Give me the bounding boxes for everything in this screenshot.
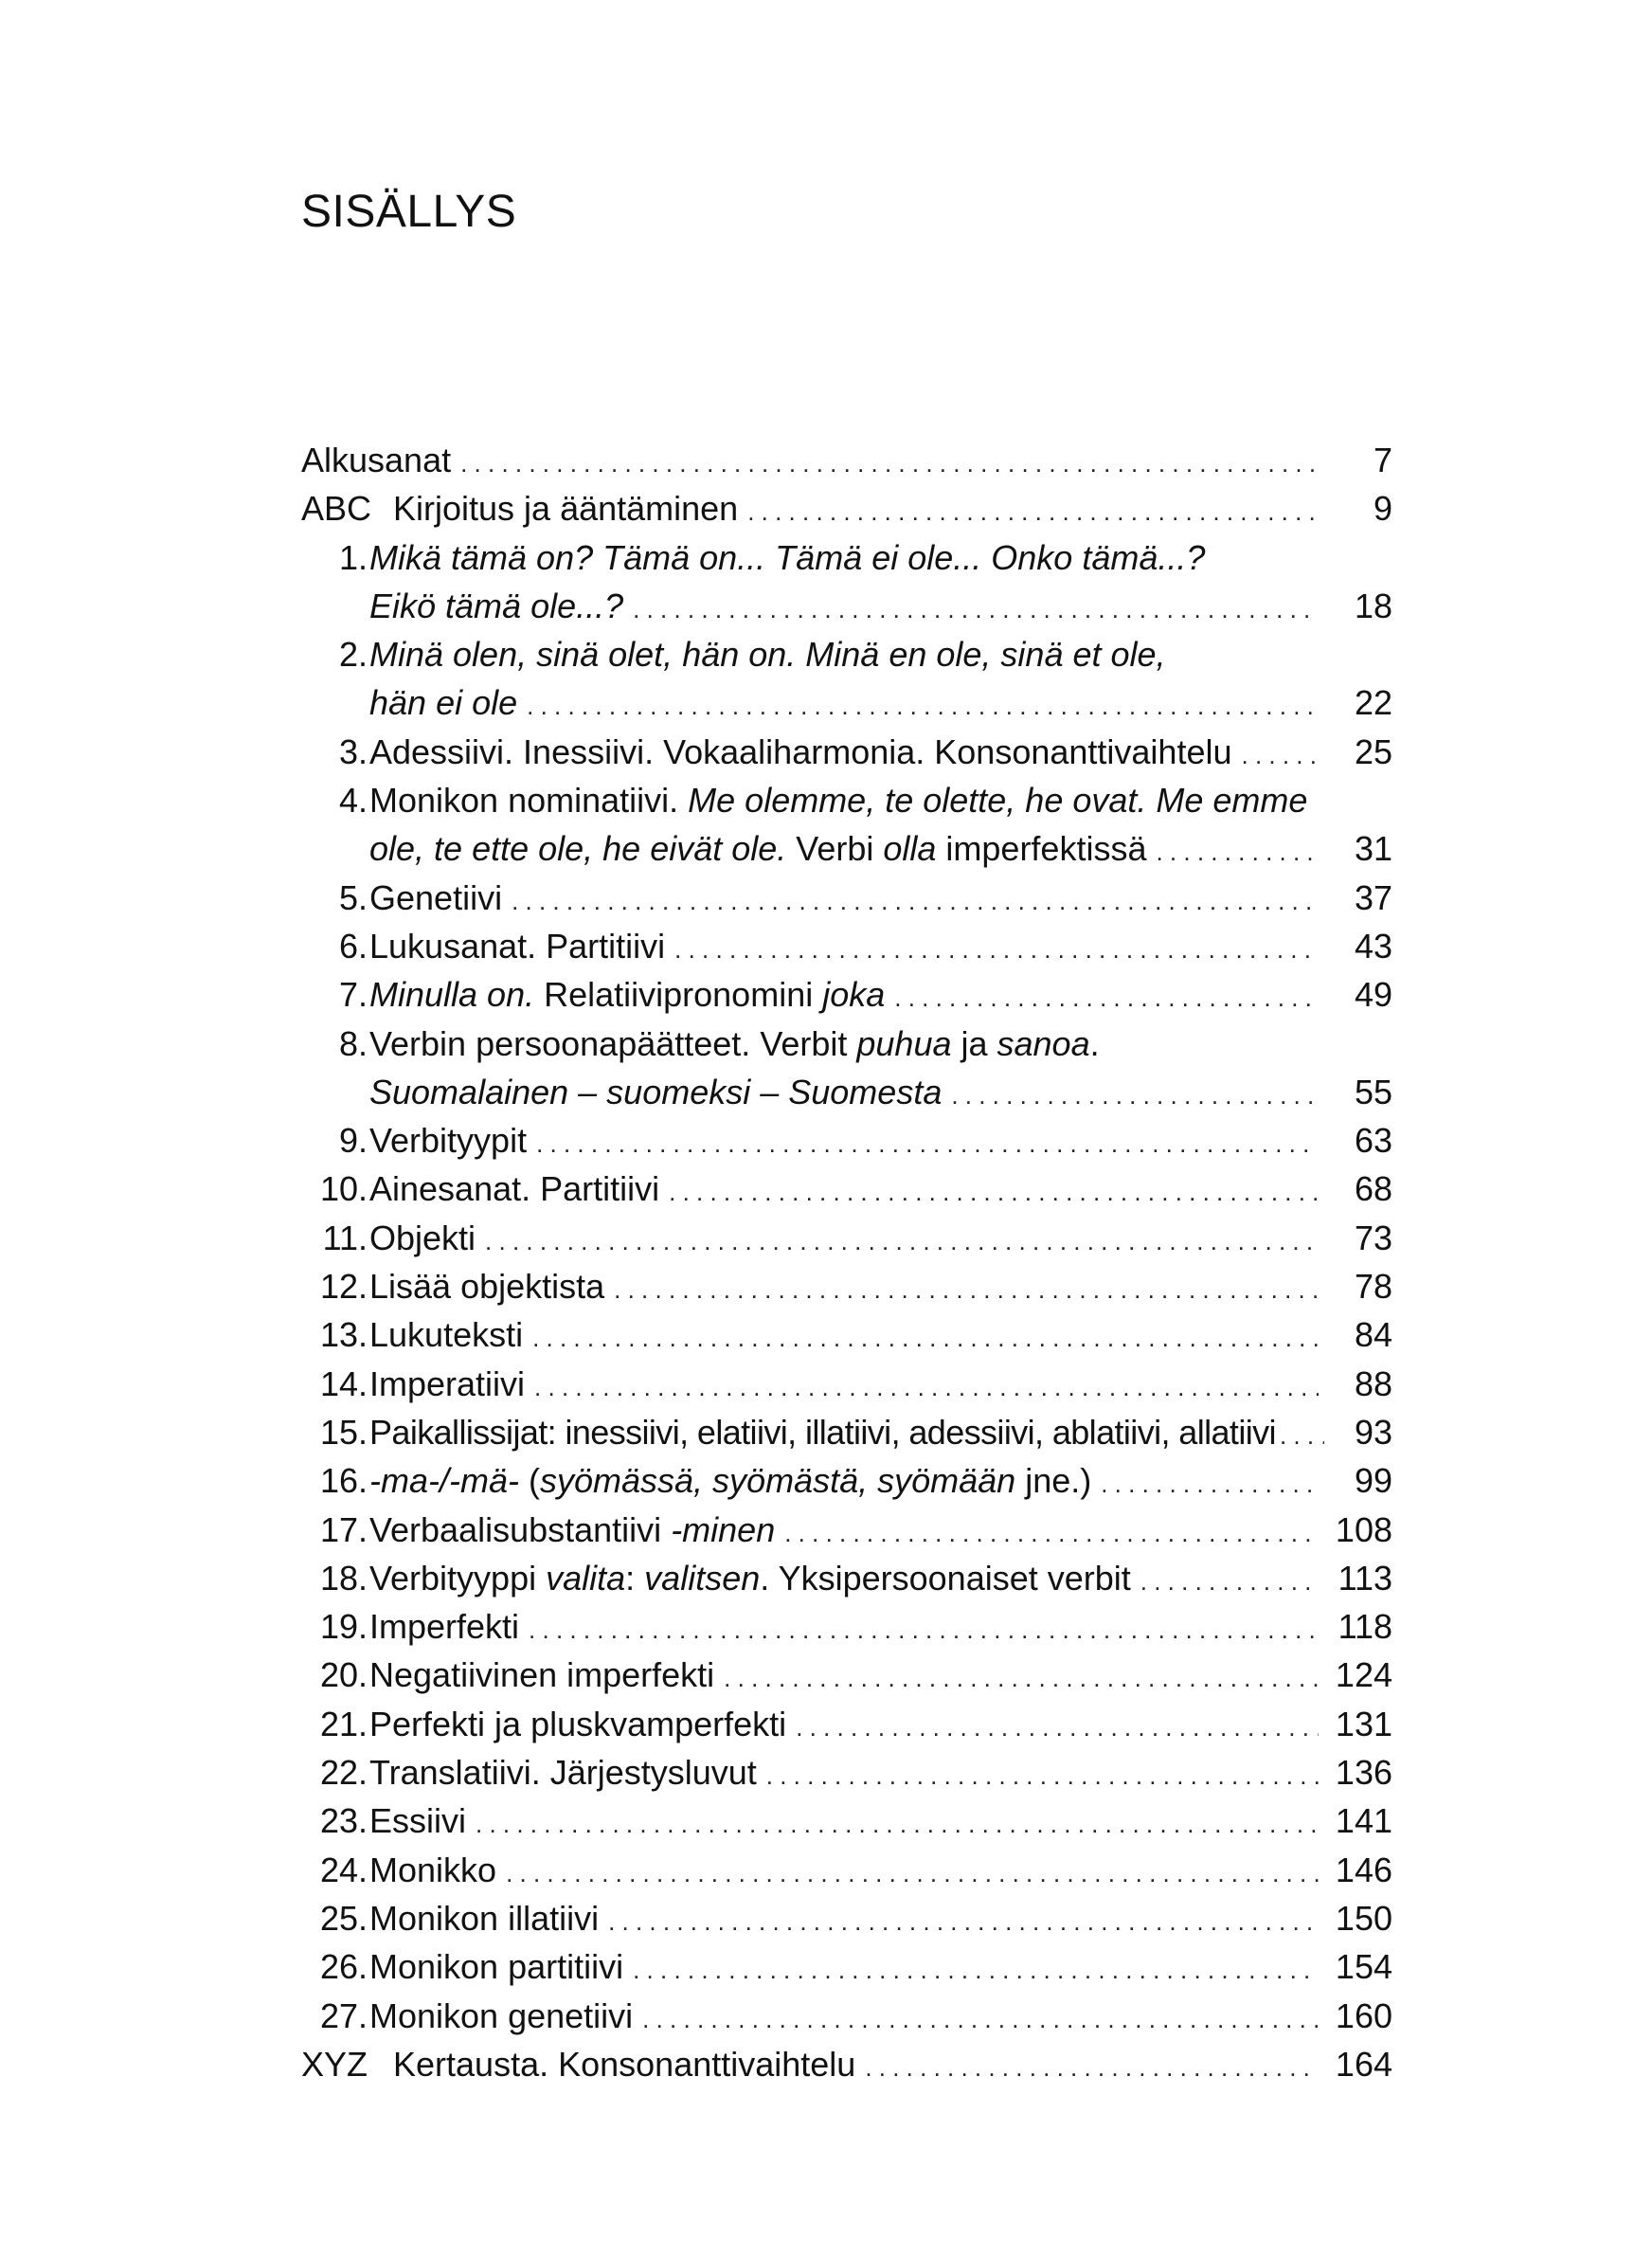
toc-page-number: 141 (1335, 1801, 1392, 1841)
dot-leader (796, 1704, 1319, 1752)
toc-entry-xyz (301, 2040, 1392, 2088)
toc-entry-12 (301, 1262, 1392, 1310)
toc-entry-8-continued (301, 1068, 1392, 1116)
toc-label: Kirjoitus ja ääntäminen (393, 489, 739, 529)
toc-label: Negatiivinen imperfekti (369, 1655, 715, 1695)
table-of-contents (301, 436, 1392, 2088)
toc-page-number: 154 (1335, 1947, 1392, 1987)
toc-chapter-number: 12. (319, 1267, 368, 1307)
toc-page-number: 136 (1335, 1753, 1392, 1793)
toc-page-number: 113 (1338, 1558, 1392, 1598)
dot-leader (951, 1072, 1319, 1120)
toc-label: Alkusanat (301, 441, 452, 479)
toc-page-number: 164 (1335, 2044, 1392, 2084)
toc-chapter-number: 1. (338, 537, 368, 577)
dot-leader (460, 440, 1319, 488)
toc-page-number: 73 (1354, 1218, 1392, 1257)
toc-page-number: 88 (1354, 1363, 1392, 1403)
toc-label: hän ei ole (369, 683, 518, 723)
dot-leader (1156, 828, 1319, 876)
toc-entry-8 (301, 1020, 1392, 1068)
toc-page-number: 93 (1354, 1412, 1392, 1452)
toc-page-number: 131 (1335, 1704, 1392, 1743)
toc-entry-25 (301, 1894, 1392, 1942)
toc-label: Essiivi (369, 1801, 467, 1841)
toc-chapter-number: 22. (319, 1753, 368, 1793)
toc-label: Lukuteksti (369, 1315, 524, 1355)
toc-entry-1-continued (301, 582, 1392, 630)
toc-label: -ma-/-mä- (syömässä, syömästä, syömään jne.) (369, 1461, 1092, 1501)
toc-label: Genetiivi (369, 877, 503, 917)
toc-page-number: 124 (1335, 1655, 1392, 1695)
toc-entry-3 (301, 728, 1392, 776)
toc-entry-14 (301, 1360, 1392, 1408)
toc-chapter-number: 7. (338, 975, 368, 1015)
dot-leader (865, 2044, 1319, 2092)
toc-section-code: ABC (301, 489, 372, 529)
dot-leader (669, 1168, 1319, 1217)
dot-leader (894, 974, 1319, 1022)
dot-leader (747, 488, 1319, 536)
dot-leader (784, 1509, 1319, 1558)
toc-label: Paikallissijat: inessiivi, elatiivi, illatiivi, adessiivi, ablatiivi, allatiivi (369, 1412, 1276, 1452)
toc-label: Monikon illatiivi (369, 1898, 600, 1938)
toc-page-number: 7 (1373, 441, 1392, 479)
dot-leader (512, 877, 1319, 926)
toc-entry-26 (301, 1942, 1392, 1991)
dot-leader (529, 1606, 1319, 1654)
toc-chapter-number: 9. (338, 1121, 368, 1161)
toc-label: Minä olen, sinä olet, hän on. Minä en ole, sinä et ole, (369, 635, 1166, 675)
toc-chapter-number: 15. (319, 1412, 368, 1452)
toc-label: Monikon partitiivi (369, 1947, 624, 1987)
toc-page-number: 37 (1354, 877, 1392, 917)
toc-entry-2 (301, 630, 1392, 678)
toc-entry-22 (301, 1748, 1392, 1797)
toc-label: Objekti (369, 1218, 476, 1257)
toc-chapter-number: 5. (338, 877, 368, 917)
toc-entry-23 (301, 1797, 1392, 1845)
toc-page-number: 150 (1335, 1898, 1392, 1938)
dot-leader (536, 1120, 1319, 1168)
toc-chapter-number: 23. (319, 1801, 368, 1841)
toc-label: Lukusanat. Partitiivi (369, 926, 666, 966)
toc-chapter-number: 20. (319, 1655, 368, 1695)
toc-entry-6 (301, 922, 1392, 970)
toc-label: Perfekti ja pluskvamperfekti (369, 1704, 787, 1743)
dot-leader (633, 1946, 1319, 1995)
dot-leader (527, 682, 1319, 731)
toc-page-number: 146 (1335, 1850, 1392, 1889)
toc-label: Adessiivi. Inessiivi. Vokaaliharmonia. Konsonanttivaihtelu (369, 731, 1232, 771)
toc-section-code: XYZ (301, 2044, 368, 2084)
dot-leader (642, 1995, 1319, 2044)
toc-entry-11 (301, 1214, 1392, 1262)
toc-chapter-number: 10. (319, 1169, 368, 1209)
toc-page-number: 99 (1354, 1461, 1392, 1501)
toc-chapter-number: 19. (319, 1607, 368, 1647)
toc-page-number: 78 (1354, 1267, 1392, 1307)
toc-chapter-number: 26. (319, 1947, 368, 1987)
toc-entry-alkusanat (301, 436, 1392, 484)
toc-entry-13 (301, 1310, 1392, 1359)
toc-page-number: 55 (1354, 1072, 1392, 1111)
toc-chapter-number: 14. (319, 1363, 368, 1403)
toc-chapter-number: 18. (319, 1558, 368, 1598)
toc-entry-2-continued (301, 678, 1392, 727)
page-title: SISÄLLYS (301, 187, 517, 237)
toc-label: Monikon genetiivi (369, 1995, 634, 2035)
toc-page-number: 31 (1354, 829, 1392, 869)
toc-entry-5 (301, 874, 1392, 922)
toc-entry-7 (301, 970, 1392, 1019)
toc-entry-27 (301, 1992, 1392, 2040)
toc-entry-24 (301, 1846, 1392, 1894)
dot-leader (532, 1314, 1319, 1363)
toc-chapter-number: 11. (322, 1218, 368, 1257)
toc-chapter-number: 21. (319, 1704, 368, 1743)
dot-leader (485, 1218, 1319, 1266)
toc-label: Minulla on. Relatiivipronomini joka (369, 975, 886, 1015)
toc-page-number: 108 (1335, 1509, 1392, 1549)
toc-entry-20 (301, 1651, 1392, 1699)
toc-label: Verbityypit (369, 1121, 528, 1161)
toc-label: Mikä tämä on? Tämä on... Tämä ei ole... Onko tämä...? (369, 537, 1206, 577)
toc-chapter-number: 13. (319, 1315, 368, 1355)
toc-entry-abc (301, 484, 1392, 533)
dot-leader (506, 1850, 1319, 1898)
toc-entry-18 (301, 1554, 1392, 1602)
dot-leader (476, 1800, 1319, 1849)
dot-leader (608, 1898, 1319, 1946)
toc-page-number: 68 (1354, 1169, 1392, 1209)
dot-leader (1101, 1460, 1319, 1508)
toc-page-number: 63 (1354, 1121, 1392, 1161)
dot-leader (1140, 1558, 1319, 1606)
toc-label: Imperatiivi (369, 1363, 526, 1403)
dot-leader (724, 1654, 1319, 1703)
toc-entry-1 (301, 533, 1392, 582)
toc-chapter-number: 6. (338, 926, 368, 966)
toc-label: Ainesanat. Partitiivi (369, 1169, 660, 1209)
dot-leader (674, 926, 1319, 974)
toc-label: Verbityyppi valita: valitsen. Yksipersoonaiset verbit (369, 1558, 1131, 1598)
toc-label: Eikö tämä ole...? (369, 586, 624, 625)
toc-page-number: 118 (1338, 1607, 1392, 1647)
toc-entry-21 (301, 1700, 1392, 1748)
toc-page-number: 18 (1354, 586, 1392, 625)
toc-entry-15 (301, 1408, 1392, 1456)
toc-page-number: 22 (1354, 683, 1392, 723)
toc-entry-4 (301, 776, 1392, 824)
toc-chapter-number: 17. (319, 1509, 368, 1549)
toc-chapter-number: 24. (319, 1850, 368, 1889)
toc-page-number: 43 (1354, 926, 1392, 966)
toc-label: Monikon nominatiivi. Me olemme, te olette, he ovat. Me emme (369, 781, 1308, 821)
toc-chapter-number: 4. (338, 781, 368, 821)
dot-leader (1242, 731, 1320, 780)
toc-chapter-number: 3. (338, 731, 368, 771)
toc-entry-10 (301, 1165, 1392, 1213)
toc-label: Suomalainen – suomeksi – Suomesta (369, 1072, 943, 1111)
toc-page-number: 49 (1354, 975, 1392, 1015)
toc-chapter-number: 8. (338, 1023, 368, 1063)
dot-leader (614, 1266, 1319, 1314)
toc-page-number: 25 (1354, 731, 1392, 771)
toc-label: Monikko (369, 1850, 497, 1889)
toc-label: Translatiivi. Järjestysluvut (369, 1753, 757, 1793)
toc-page-number: 84 (1354, 1315, 1392, 1355)
toc-entry-9 (301, 1116, 1392, 1165)
toc-label: Imperfekti (369, 1607, 520, 1647)
toc-page-number: 9 (1373, 489, 1392, 529)
toc-entry-16 (301, 1456, 1392, 1505)
toc-entry-19 (301, 1602, 1392, 1651)
toc-entry-17 (301, 1506, 1392, 1554)
toc-chapter-number: 16. (319, 1461, 368, 1501)
toc-page-number: 160 (1335, 1995, 1392, 2035)
dot-leader (766, 1752, 1319, 1800)
toc-chapter-number: 25. (319, 1898, 368, 1938)
dot-leader (633, 586, 1319, 634)
toc-label: Verbin persoonapäätteet. Verbit puhua ja sanoa. (369, 1023, 1100, 1063)
toc-entry-4-continued (301, 824, 1392, 873)
dot-leader (534, 1363, 1319, 1412)
toc-chapter-number: 2. (338, 635, 368, 675)
toc-label: Lisää objektista (369, 1267, 605, 1307)
dot-leader (1280, 1412, 1324, 1460)
toc-chapter-number: 27. (319, 1995, 368, 2035)
toc-label: Verbaalisubstantiivi -minen (369, 1509, 776, 1549)
toc-label: Kertausta. Konsonanttivaihtelu (393, 2044, 856, 2084)
toc-label: ole, te ette ole, he eivät ole. Verbi olla imperfektissä (369, 829, 1147, 869)
